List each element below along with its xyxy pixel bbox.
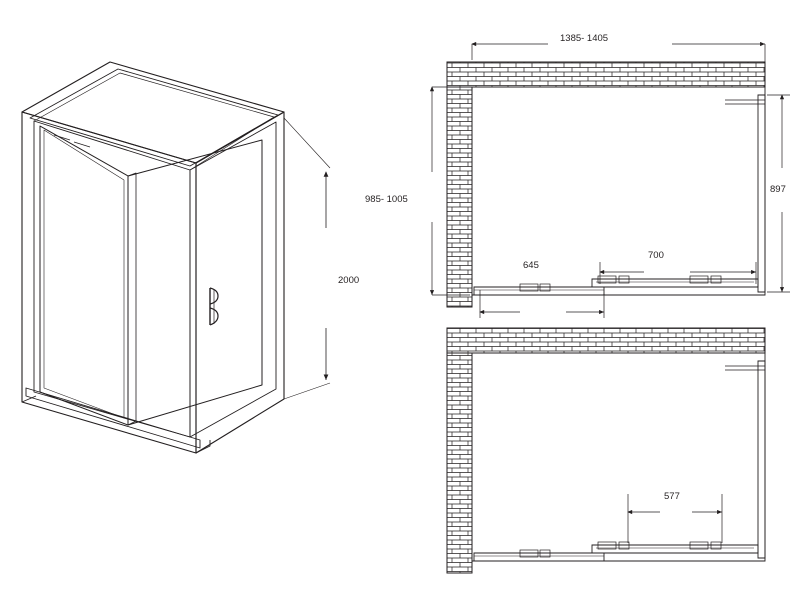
plan-lower-right-profile: [758, 361, 765, 558]
plan-upper-fixed-panel: [474, 287, 604, 295]
plan-lower-sliding-panel: [592, 545, 758, 553]
plan-upper-enclosure: [472, 87, 765, 295]
iso-top-face: [22, 62, 284, 163]
dimension-label-height-2000: 2000: [338, 275, 360, 286]
iso-base-edge: [196, 440, 210, 453]
plan-upper-right-profile: [758, 95, 765, 292]
iso-side-panel: [22, 112, 196, 453]
plan-lower-top-wall: [447, 328, 765, 353]
iso-inner-back: [190, 122, 276, 437]
top-plan-view-lower: [447, 328, 765, 573]
plan-lower-top-hatch: [725, 366, 765, 370]
dimension-height-2000: [284, 118, 330, 399]
iso-top-rail: [30, 69, 278, 166]
plan-lower-left-wall: [447, 328, 472, 573]
isometric-view: [22, 62, 330, 453]
iso-fixed-glass: [128, 140, 262, 425]
plan-lower-enclosure: [472, 353, 765, 561]
iso-sliding-door: [40, 126, 128, 425]
plan-upper-top-hatch: [725, 100, 765, 104]
plan-lower-fixed-panel: [474, 553, 604, 561]
iso-sliding-door-inner: [44, 130, 124, 418]
dimension-label-height-897: 897: [770, 184, 786, 195]
plan-upper-sliding-panel: [592, 279, 758, 287]
iso-door-profile: [128, 173, 136, 425]
iso-back-face: [196, 112, 284, 453]
plan-upper-left-wall: [447, 62, 472, 307]
iso-inner-side: [34, 121, 190, 437]
dimension-label-depth: 985- 1005: [365, 194, 408, 205]
dimension-label-577: 577: [664, 491, 680, 502]
dimension-label-width: 1385- 1405: [560, 33, 609, 44]
top-plan-view-upper: [432, 44, 790, 318]
dimension-label-700: 700: [648, 250, 664, 261]
dimension-label-645: 645: [523, 260, 539, 271]
plan-upper-top-wall: [447, 62, 765, 87]
